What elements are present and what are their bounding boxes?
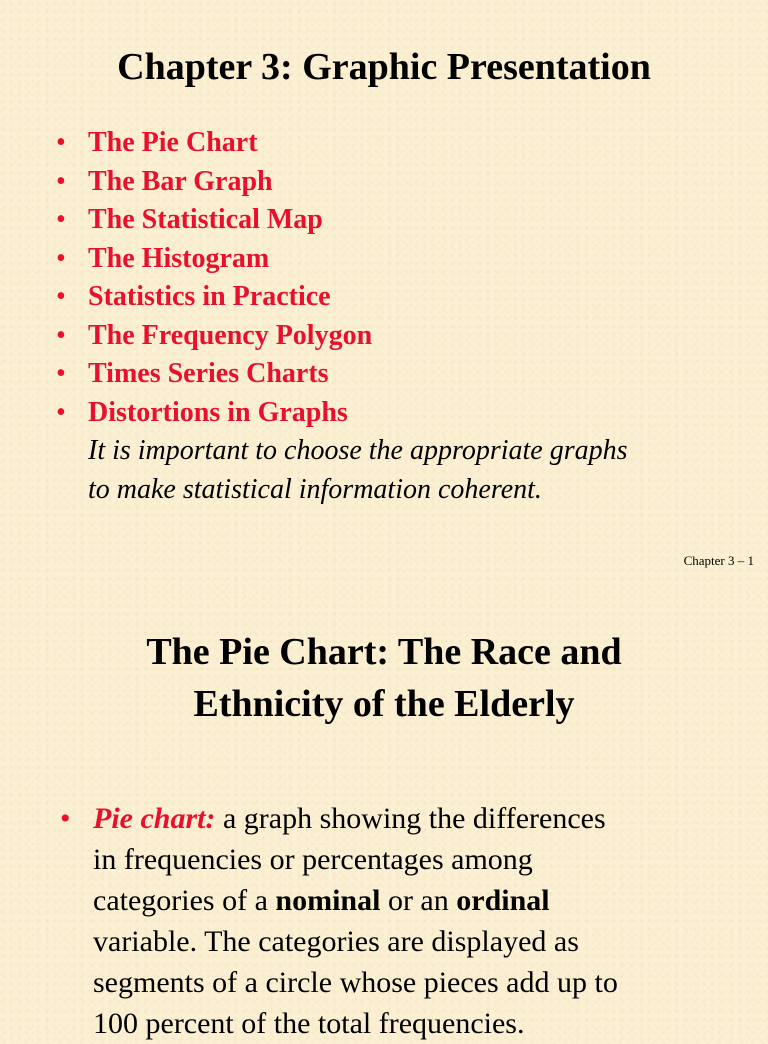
topic-label: The Frequency Polygon bbox=[88, 319, 373, 351]
summary-note-line: to make statistical information coherent. bbox=[88, 474, 542, 505]
bullet-dot-icon: • bbox=[56, 165, 66, 197]
keyword-nominal: nominal bbox=[275, 884, 381, 917]
slide-title bbox=[0, 626, 768, 730]
bullet-dot-icon: • bbox=[56, 396, 66, 428]
definition-term: Pie chart: bbox=[93, 802, 216, 835]
slide-title: Chapter 3: Graphic Presentation bbox=[117, 46, 651, 88]
keyword-ordinal: ordinal bbox=[456, 884, 550, 917]
definition-line bbox=[93, 880, 705, 921]
bullet-dot-icon: • bbox=[56, 127, 66, 158]
slide-2 bbox=[0, 590, 768, 1040]
topic-label: The Statistical Map bbox=[88, 204, 323, 235]
topic-label: Distortions in Graphs bbox=[88, 396, 348, 428]
definition-line: variable. The categories are displayed as bbox=[93, 925, 579, 958]
bullet-dot-icon: • bbox=[56, 204, 66, 235]
slide-title-line: Ethnicity of the Elderly bbox=[193, 683, 575, 725]
bullet-dot-icon: • bbox=[56, 319, 66, 351]
topic-label: Times Series Charts bbox=[88, 358, 329, 389]
bullet-dot-icon: • bbox=[56, 358, 66, 389]
summary-note bbox=[88, 431, 728, 509]
topic-label: Statistics in Practice bbox=[88, 281, 331, 312]
definition-line: 100 percent of the total frequencies. bbox=[93, 1007, 525, 1040]
definition-fragment: a graph showing the differences bbox=[215, 802, 606, 835]
definition-text bbox=[93, 798, 705, 1044]
definition-fragment: or an bbox=[380, 884, 457, 917]
definition-line: segments of a circle whose pieces add up to bbox=[93, 966, 618, 999]
topic-label: The Pie Chart bbox=[88, 127, 258, 158]
topic-label: The Histogram bbox=[88, 242, 270, 274]
definition-line: in frequencies or percentages among bbox=[93, 843, 533, 876]
topic-label: The Bar Graph bbox=[88, 165, 273, 197]
summary-note-line: It is important to choose the appropriate graphs bbox=[88, 435, 628, 466]
bullet-dot-icon: • bbox=[60, 802, 71, 835]
definition-fragment: categories of a bbox=[93, 884, 276, 917]
slide-number: Chapter 3 – 1 bbox=[683, 553, 754, 568]
definition-line bbox=[93, 798, 705, 839]
bullet-dot-icon: • bbox=[56, 281, 66, 312]
bullet-dot-icon: • bbox=[56, 242, 66, 274]
slide-title-line: The Pie Chart: The Race and bbox=[146, 631, 622, 673]
